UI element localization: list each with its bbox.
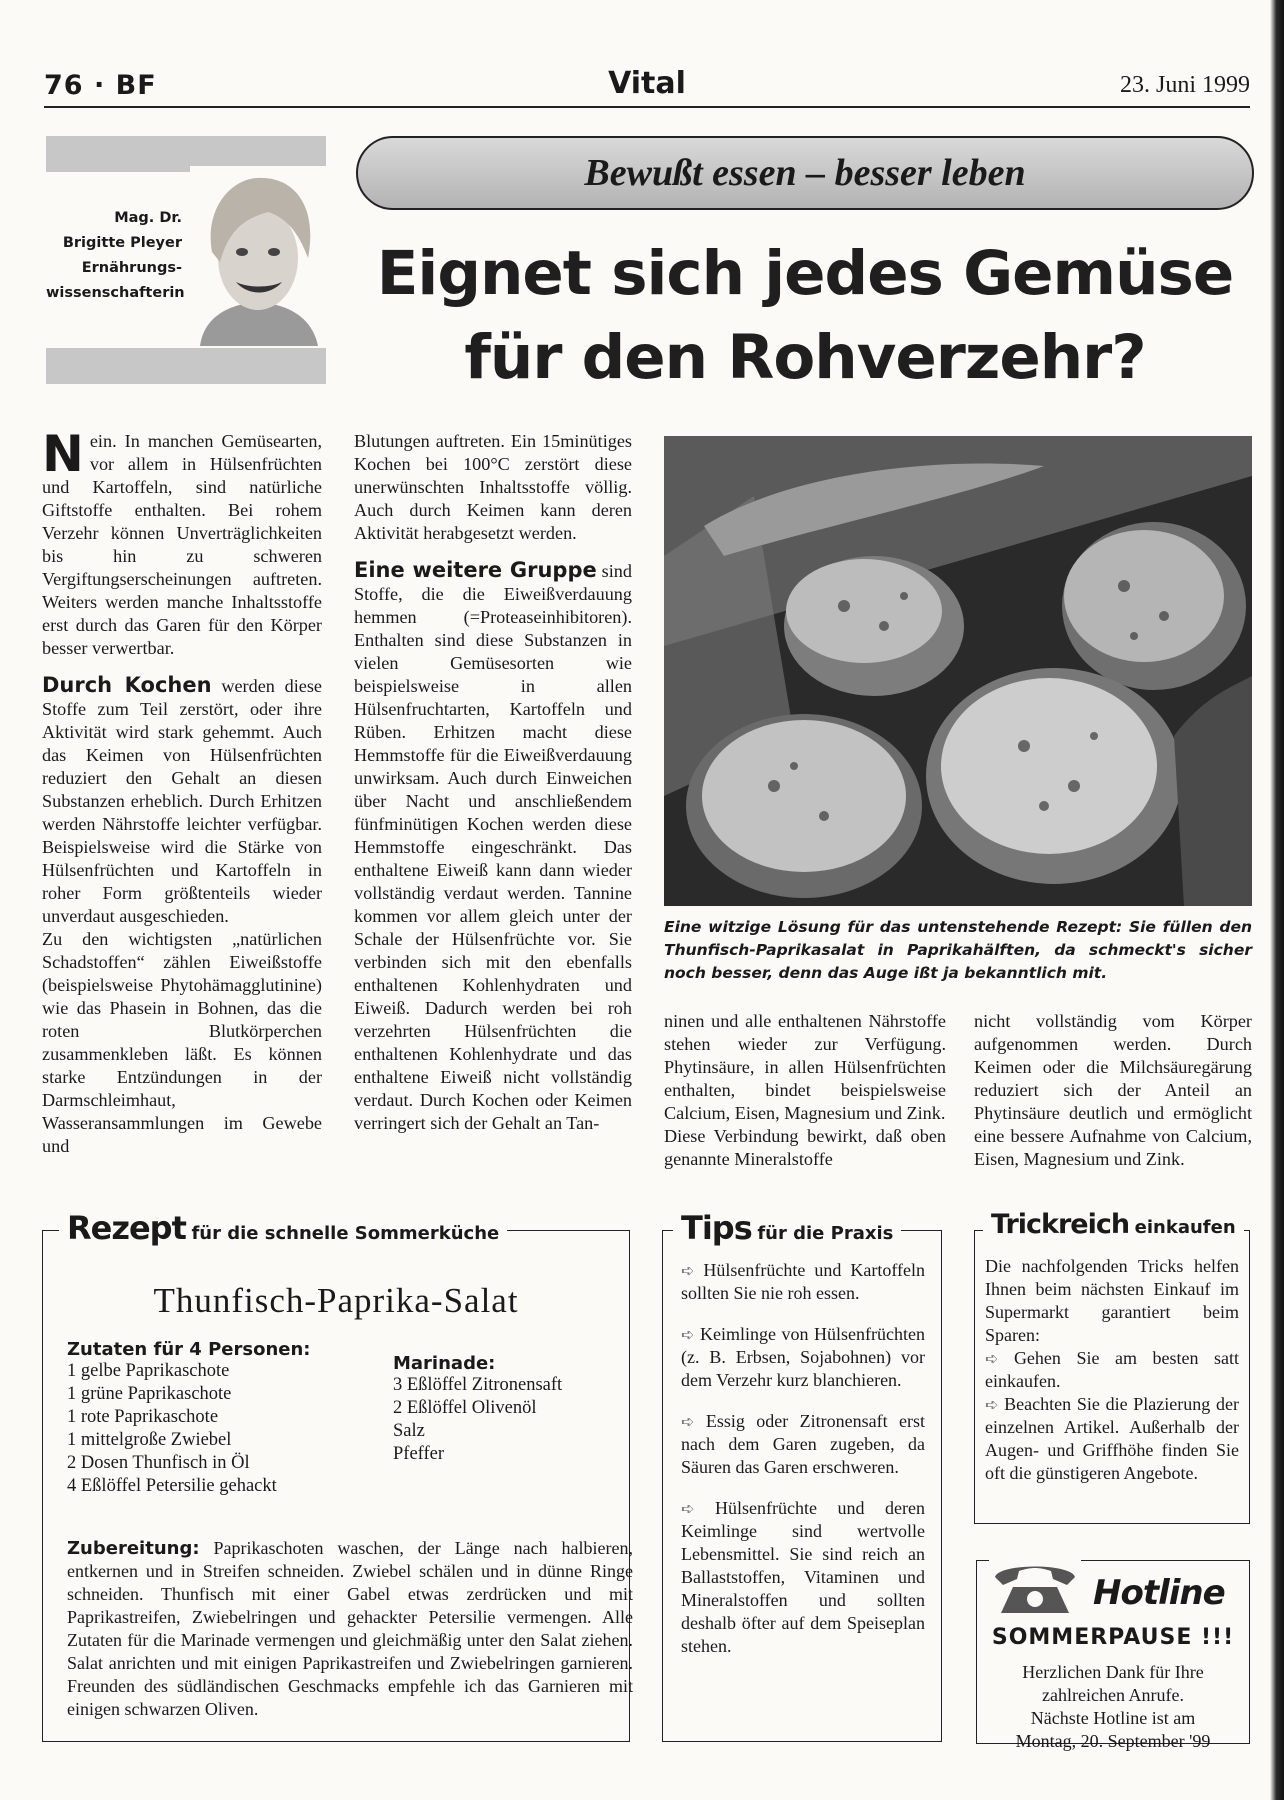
- list-item: ➪ Beachten Sie die Plazierung der einzelnen Artikel. Außerhalb der Augen- und Griffhöhe finden Sie oft die günstigeren Angebote.: [985, 1394, 1239, 1483]
- trick-box: [974, 1209, 1250, 1524]
- paragraph: Eine weitere Gruppe sind Stoffe, die die Eiweißverdauung hemmen (=Proteaseinhibitoren). Enthalten sind diese Substanzen in vielen Gemüsesorten wie beispielsweise in allen Hülsenfruchtarten, Kartoffeln und Rüben. Erhitzen macht diese Hemmstoffe für die Eiweißverdauung unwirksam. Auch durch Einweichen über Nacht und anschließendem fünfminütigen Kochen werden diese Hemmstoffe eingeschränkt. Das enthaltene Eiweiß kann dann wieder vollständig verdaut werden. Tannine kommen vor allem gleich unter der Schale der Hülsenfrüchte vor. Sie verbinden sich mit den ebenfalls enthaltenen Kohlenhydraten und Eiweiß. Dadurch werden bei roh verzehrten Hülsenfrüchten die enthaltenen Kohlenhydrate und das enthaltene Eiweiß nicht vollständig verdaut. Durch Kochen oder Keimen verringert sich der Gehalt an Tan-: [354, 558, 632, 1133]
- ingredients-heading: Zutaten für 4 Personen:: [67, 1339, 311, 1360]
- marinade-list: [393, 1374, 613, 1466]
- photo-caption: Eine witzige Lösung für das untenstehende Rezept: Sie füllen den Thunfisch-Paprikasalat in Paprikahälften, da schmeckt's sicher noch besser, denn das Auge ißt ja bekanntlich mit.: [664, 918, 1252, 982]
- author-name: Brigitte Pleyer: [62, 235, 182, 251]
- summer-break-notice: SOMMERPAUSE !!!: [991, 1625, 1235, 1650]
- list-item: ➪ Hülsenfrüchte und Kartoffeln sollten Sie nie roh essen.: [681, 1260, 925, 1303]
- tips-label-suffix: für die Praxis: [757, 1223, 894, 1244]
- list-item: 1 mittelgroße Zwiebel: [67, 1430, 232, 1450]
- page-edge-shadow: [1270, 0, 1284, 1800]
- list-item: Pfeffer: [393, 1444, 445, 1464]
- tips-box-title: [673, 1209, 901, 1247]
- list-item: ➪ Hülsenfrüchte und deren Keimlinge sind wertvolle Lebensmittel. Sie sind reich an Ballaststoffen, Vitaminen und Mineralstoffen und sollten deshalb öfter auf dem Speiseplan stehen.: [681, 1498, 926, 1656]
- list-item: ➪ Gehen Sie am besten satt einkaufen.: [985, 1348, 1239, 1391]
- author-role-2: wissenschafterin: [46, 285, 185, 301]
- page-number: 76 · BF: [44, 70, 157, 101]
- paragraph: Diese Verbindung bewirkt, daß oben genannte Mineralstoffe: [664, 1126, 946, 1169]
- recipe-box: [42, 1209, 633, 1742]
- hotline-title: Hotline: [1093, 1573, 1225, 1613]
- kicker-banner: Bewußt essen – besser leben: [356, 136, 1254, 210]
- ingredients-list: [67, 1360, 367, 1498]
- paragraph-lead: Eine weitere Gruppe: [354, 558, 597, 582]
- paragraph: Zu den wichtigsten „natürlichen Schadstoffen“ zählen Eiweißstoffe (beispielsweise Phytohämagglutinine) wie das Phasein in Bohnen, das die roten Blutkörperchen zusammenkleben läßt. Es können starke Entzündungen in der Darmschleimhaut, Wasseransammlungen im Gewebe und: [42, 929, 322, 1156]
- article-column-4: [974, 1010, 1252, 1171]
- tips-box: [662, 1209, 942, 1742]
- recipe-box-title: [59, 1209, 507, 1247]
- list-item: 1 rote Paprikaschote: [67, 1407, 219, 1427]
- preparation-text: Zubereitung: Paprikaschoten waschen, der Länge nach halbieren, entkernen und in Streifen schneiden. Zwiebel schälen und in dünne Ringe schneiden. Thunfisch mit einer Gabel etwas zerdrücken und mit Paprikastreifen, Zwiebelringen und gehackter Petersilie vermengen. Alle Zutaten für die Marinade vermengen und gleichmäßig unter den Salat ziehen. Salat anrichten und mit einigen Paprikastreifen und Zwiebelringen garnieren. Freunden des südländischen Geschmacks empfehle ich das Garnieren mit einigen schwarzen Oliven.: [67, 1538, 633, 1719]
- paragraph: Durch Kochen werden diese Stoffe zum Teil zerstört, oder ihre Aktivität wird stark gehemmt. Auch das Keimen von Hülsenfrüchten reduziert den Gehalt an diesen Substanzen erheblich. Durch Erhitzen werden Nährstoffe leichter verfügbar. Beispielsweise wird die Stärke von Hülsenfrüchten und Kartoffeln in roher Form größtenteils wieder unverdaut ausgeschieden.: [42, 673, 322, 926]
- recipe-label: Rezept: [67, 1209, 186, 1247]
- author-role-1: Ernährungs-: [81, 260, 182, 276]
- tips-label: Tips: [681, 1209, 752, 1247]
- list-item: ➪ Keimlinge von Hülsenfrüchten (z. B. Erbsen, Sojabohnen) vor dem Verzehr kurz blanchieren.: [681, 1324, 925, 1390]
- author-title: Mag. Dr.: [114, 210, 182, 226]
- author-credit: [46, 206, 185, 306]
- paragraph: nicht vollständig vom Körper aufgenommen werden. Durch Keimen oder die Milchsäuregärung reduziert sich der Anteil an Phytinsäure deutlich und ermöglicht eine bessere Aufnahme von Calcium, Eisen, Magnesium und Zink.: [974, 1011, 1252, 1169]
- arrow-icon: ➪: [985, 1395, 999, 1414]
- article-column-1: [42, 425, 322, 1158]
- list-item: ➪ Essig oder Zitronensaft erst nach dem Garen zugeben, da Säuren das Garen erschweren.: [681, 1411, 926, 1477]
- list-item: 1 grüne Paprikaschote: [67, 1384, 232, 1404]
- paragraph: Nein. In manchen Gemüsearten, vor allem in Hülsenfrüchten und Kartoffeln, sind natürliche Giftstoffe enthalten. Bei rohem Verzehr können Unverträglichkeiten bis hin zu schweren Vergiftungserscheinungen auftreten. Weiters werden manche Inhaltsstoffe erst durch das Garen für den Körper besser verwertbar.: [42, 425, 322, 658]
- headline-line-2: für den Rohverzehr?: [464, 322, 1146, 393]
- article-column-2: [354, 430, 632, 1135]
- marinade-block: [393, 1353, 613, 1466]
- preparation-heading: Zubereitung:: [67, 1538, 200, 1559]
- headline: [356, 232, 1254, 400]
- list-item: 1 gelbe Paprikaschote: [67, 1361, 230, 1381]
- list-item: 2 Dosen Thunfisch in Öl: [67, 1453, 250, 1473]
- ingredients-block: [67, 1339, 367, 1498]
- trick-text: [985, 1255, 1239, 1485]
- arrow-icon: ➪: [681, 1325, 695, 1344]
- recipe-title: Thunfisch-Paprika-Salat: [153, 1281, 519, 1320]
- hotline-text: Herzlichen Dank für Ihre zahlreichen Anrufe. Nächste Hotline ist am Montag, 20. September '99: [1015, 1662, 1211, 1751]
- list-item: 4 Eßlöffel Petersilie gehackt: [67, 1476, 277, 1496]
- list-item: Salz: [393, 1421, 425, 1441]
- paragraph-lead: Durch Kochen: [42, 673, 212, 697]
- marinade-heading: Marinade:: [393, 1353, 496, 1374]
- tips-list: [681, 1259, 925, 1676]
- article-column-3: [664, 1010, 946, 1171]
- trick-intro: Die nachfolgenden Tricks helfen Ihnen beim nächsten Einkauf im Supermarkt garantiert beim Sparen:: [985, 1256, 1239, 1345]
- trick-label: Trickreich: [991, 1209, 1130, 1240]
- recipe-label-suffix: für die schnelle Sommerküche: [191, 1223, 500, 1244]
- list-item: 2 Eßlöffel Olivenöl: [393, 1398, 537, 1418]
- paragraph: Blutungen auftreten. Ein 15minütiges Kochen bei 100°C zerstört diese unerwünschten Inhaltsstoffe völlig. Auch durch Keimen kann deren Aktivität herabgesetzt werden.: [354, 431, 632, 543]
- arrow-icon: ➪: [681, 1261, 695, 1280]
- paragraph: ninen und alle enthaltenen Nährstoffe stehen wieder zur Verfügung. Phytinsäure, in allen Hülsenfrüchten enthalten, bindet beispielsweise Calcium, Eisen, Magnesium und Zink.: [664, 1011, 946, 1123]
- author-box: [46, 136, 326, 384]
- hotline-box: [976, 1560, 1250, 1751]
- trick-label-suffix: einkaufen: [1134, 1217, 1236, 1238]
- recipe-photo: [664, 436, 1252, 906]
- arrow-icon: ➪: [681, 1412, 695, 1431]
- author-portrait: [190, 166, 326, 346]
- issue-date: 23. Juni 1999: [1119, 72, 1250, 98]
- arrow-icon: ➪: [681, 1499, 695, 1518]
- trick-box-title: [983, 1209, 1244, 1240]
- arrow-icon: ➪: [985, 1349, 999, 1368]
- list-item: 3 Eßlöffel Zitronensaft: [393, 1375, 563, 1395]
- page-header: [44, 64, 1250, 108]
- dropcap: N: [42, 425, 84, 483]
- section-title: Vital: [608, 66, 686, 101]
- telephone-icon: [989, 1557, 1081, 1619]
- headline-line-1: Eignet sich jedes Gemüse: [376, 238, 1234, 309]
- author-bar-bottom: [46, 348, 326, 384]
